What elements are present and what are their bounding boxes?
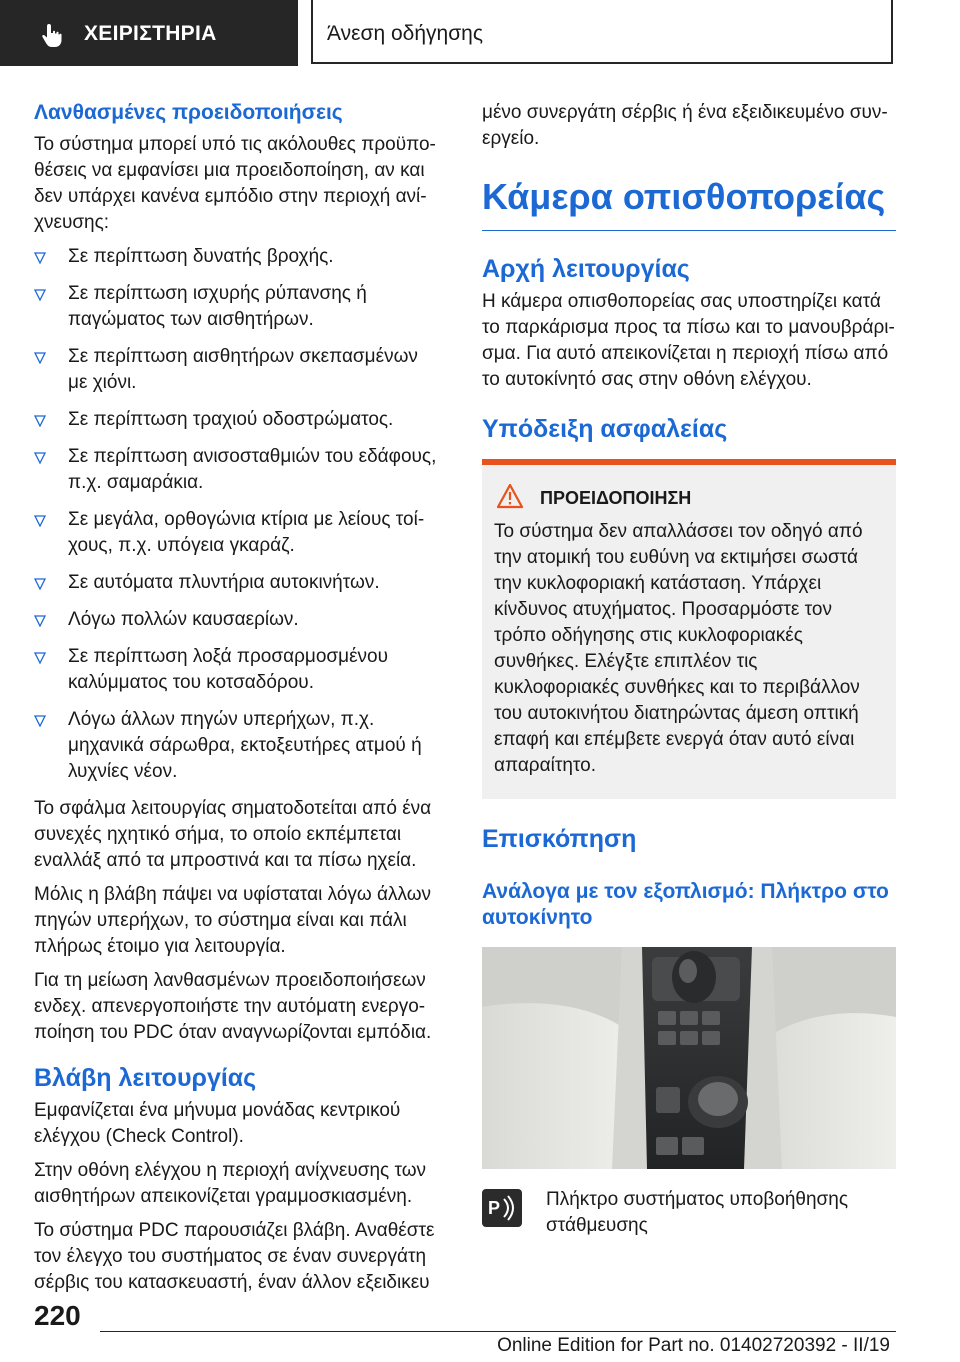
list-item-text: Σε περίπτωση δυνατής βροχής. bbox=[68, 246, 334, 267]
list-item bbox=[34, 344, 440, 396]
conditions-list bbox=[34, 244, 440, 785]
bullet-triangle-icon bbox=[34, 652, 46, 664]
principle-heading: Αρχή λειτουργίας bbox=[482, 255, 690, 283]
svg-text:P: P bbox=[488, 1198, 501, 1218]
list-item-text: Σε περίπτωση ανισοσταθμιών του εδάφους, π.χ. σαμαράκια. bbox=[68, 446, 437, 493]
bullet-triangle-icon bbox=[34, 615, 46, 627]
caption-text: Πλήκτρο συστήματος υποβοήθησης στάθμευσης bbox=[546, 1189, 848, 1236]
right-column bbox=[482, 100, 896, 1239]
left-column bbox=[34, 100, 440, 1304]
list-item bbox=[34, 444, 440, 496]
equipment-heading: Ανάλογα με τον εξοπλισμό: Πλήκτρο στο αυτοκίνητο bbox=[482, 880, 889, 929]
warning-title: ΠΡΟΕΙΔΟΠΟΙΗΣΗ bbox=[540, 488, 692, 508]
chapter-label: Άνεση οδήγησης bbox=[327, 22, 483, 45]
continued-paragraph: μένο συνεργάτη σέρβις ή ένα εξειδικευμένο συνεργείο. bbox=[482, 102, 888, 149]
list-item-text: Σε περίπτωση ισχυρής ρύπανσης ή παγώματος των αισθητήρων. bbox=[68, 283, 367, 330]
overview-heading: Επισκόπηση bbox=[482, 825, 637, 853]
page-number: 220 bbox=[34, 1300, 81, 1331]
ready-paragraph: Μόλις η βλάβη πάψει να υφίσταται λόγω άλλων πηγών υπερήχων, το σύστημα είναι και πάλι πλήρως έτοιμο για λειτουργία. bbox=[34, 884, 432, 957]
footer-divider bbox=[100, 1331, 896, 1332]
list-item-text: Σε περίπτωση αισθητήρων σκεπασμένων με χιόνι. bbox=[68, 346, 418, 393]
list-item-text: Λόγω άλλων πηγών υπερήχων, π.χ. μηχανικά σάρωθρα, εκτοξευτήρες ατμού ή λυχνίες νέον. bbox=[68, 709, 422, 782]
safety-heading: Υπόδειξη ασφαλείας bbox=[482, 415, 728, 443]
list-item-text: Σε περίπτωση λοξά προσαρμοσμένου καλύμματος του κοτσαδόρου. bbox=[68, 646, 389, 693]
list-item bbox=[34, 644, 440, 696]
principle-paragraph: Η κάμερα οπισθοπορείας σας υποστηρίζει κατά το παρκάρισμα προς τα πίσω και το μανουβράρισμα. Για αυτό απεικονίζεται η περιοχή πίσω από το αυτοκίνητό σας στην οθόνη ελέγχου. bbox=[482, 291, 895, 390]
hand-pointer-icon bbox=[40, 22, 64, 48]
list-item-text: Σε μεγάλα, ορθογώνια κτίρια με λείους τοίχους, π.χ. υπόγεια γκαράζ. bbox=[68, 509, 425, 556]
console-illustration bbox=[482, 947, 896, 1169]
warning-triangle-icon bbox=[496, 483, 524, 509]
edition-text: Online Edition for Part no. 01402720392 - II/19 bbox=[497, 1335, 890, 1356]
malfunction-heading: Βλάβη λειτουργίας bbox=[34, 1064, 257, 1092]
section-label: ΧΕΙΡΙΣΤΗΡΙΑ bbox=[84, 22, 217, 45]
camera-heading: Κάμερα οπισθοπορείας bbox=[482, 174, 896, 231]
list-item bbox=[34, 407, 440, 433]
false-warnings-heading: Λανθασμένες προειδοποιήσεις bbox=[34, 101, 343, 124]
bullet-triangle-icon bbox=[34, 289, 46, 301]
list-item bbox=[34, 244, 440, 270]
bullet-triangle-icon bbox=[34, 452, 46, 464]
list-item bbox=[34, 570, 440, 596]
signal-paragraph: Το σφάλμα λειτουργίας σηματοδοτείται από ένα συνεχές ηχητικό σήμα, το οποίο εκπέμπεται εναλλάξ από τα μπροστινά και τα πίσω ηχεία. bbox=[34, 798, 432, 871]
chapter-tab[interactable] bbox=[311, 0, 893, 64]
bullet-triangle-icon bbox=[34, 515, 46, 527]
list-item bbox=[34, 507, 440, 559]
list-item-text: Λόγω πολλών καυσαερίων. bbox=[68, 609, 299, 630]
reduce-paragraph: Για τη μείωση λανθασμένων προειδοποιήσεων ενδεχ. απενεργοποιήστε την αυτόματη ενεργοποίηση του PDC όταν αναγνωρίζονται εμπόδια. bbox=[34, 970, 432, 1043]
parking-assist-button-icon bbox=[482, 1189, 522, 1227]
section-tab[interactable] bbox=[0, 0, 298, 66]
bullet-triangle-icon bbox=[34, 252, 46, 264]
intro-paragraph: Το σύστημα μπορεί υπό τις ακόλουθες προϋποθέσεις να εμφανίσει μια προειδοποίηση, αν και δεν υπάρχει κανένα εμπόδιο στην περιοχή ανίχνευσης: bbox=[34, 134, 436, 233]
bullet-triangle-icon bbox=[34, 352, 46, 364]
bullet-triangle-icon bbox=[34, 415, 46, 427]
list-item bbox=[34, 281, 440, 333]
warning-header bbox=[482, 485, 896, 511]
parking-button-photo bbox=[482, 947, 896, 1169]
list-item-text: Σε περίπτωση τραχιού οδοστρώματος. bbox=[68, 409, 394, 430]
warning-box bbox=[482, 459, 896, 799]
list-item bbox=[34, 707, 440, 785]
fault-paragraph: Το σύστημα PDC παρουσιάζει βλάβη. Αναθέστε τον έλεγχο του συστήματος σε έναν συνεργάτη σέρβις του κατασκευαστή, έναν άλλον εξειδικευ bbox=[34, 1220, 435, 1293]
figure-caption bbox=[482, 1187, 896, 1239]
list-item-text: Σε αυτόματα πλυντήρια αυτοκινήτων. bbox=[68, 572, 380, 593]
message-paragraph: Εμφανίζεται ένα μήνυμα μονάδας κεντρικού ελέγχου (Check Control). bbox=[34, 1100, 401, 1147]
bullet-triangle-icon bbox=[34, 578, 46, 590]
warning-text: Το σύστημα δεν απαλλάσσει τον οδηγό από την ατομική του ευθύνη να εκτιμήσει σωστά την κυκλοφοριακή κατάσταση. Υπάρχει κίνδυνος ατυχήματος. Προσαρμόστε τον τρόπο οδήγησης στις κυκλοφοριακές συνθήκες. Ελέγξτε επιπλέον τις κυκλοφοριακές συνθήκες και το περιβάλλον του αυτοκινήτου διατηρώντας άμεση οπτική επαφή και επέμβετε ενεργά όταν αυτό είναι απαραίτητο. bbox=[494, 521, 863, 776]
display-paragraph: Στην οθόνη ελέγχου η περιοχή ανίχνευσης των αισθητήρων απεικονίζεται γραμμοσκιασμένη. bbox=[34, 1160, 427, 1207]
page-header bbox=[0, 0, 960, 66]
bullet-triangle-icon bbox=[34, 715, 46, 727]
list-item bbox=[34, 607, 440, 633]
